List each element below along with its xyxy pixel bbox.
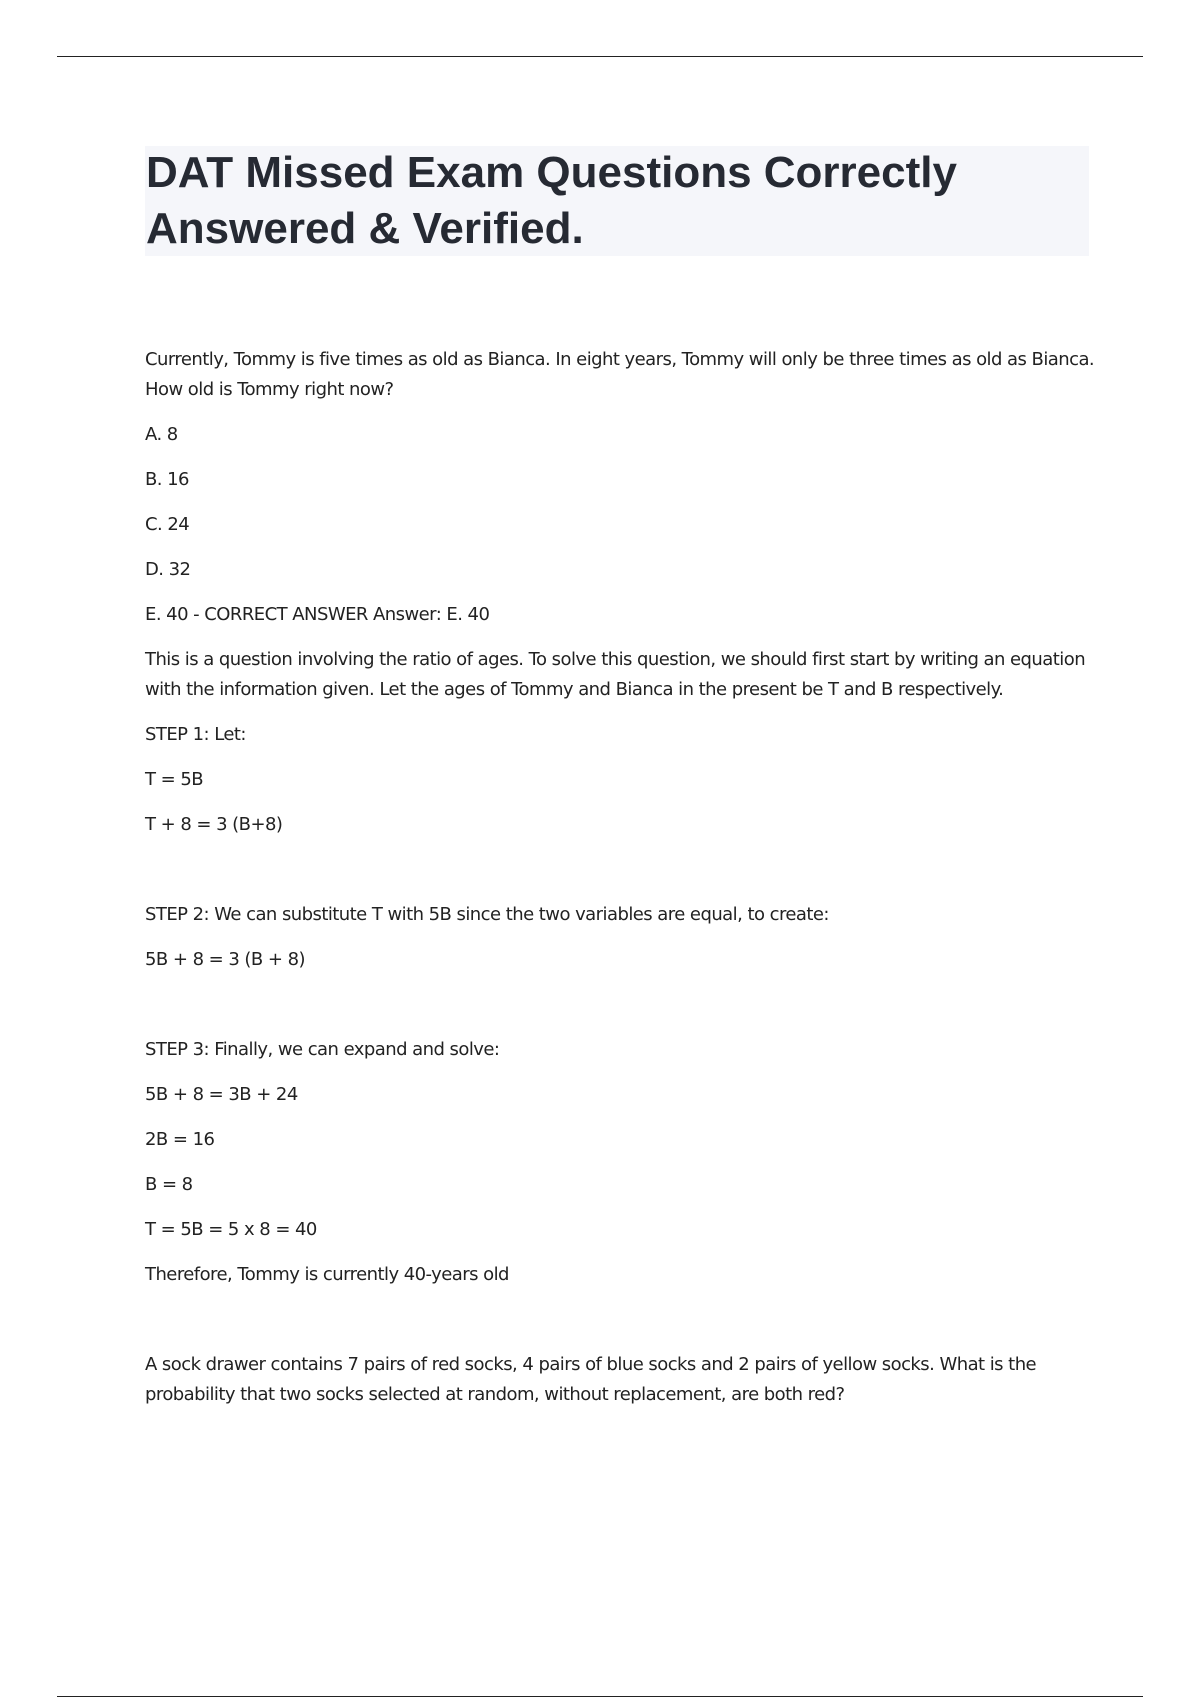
option-c: C. 24	[145, 514, 190, 535]
equation-line: 5B + 8 = 3B + 24	[145, 1084, 298, 1105]
option-e-answer: E. 40 - CORRECT ANSWER Answer: E. 40	[145, 604, 490, 625]
equation-line: 2B = 16	[145, 1129, 215, 1150]
document-body	[145, 345, 1095, 1425]
step-3-heading: STEP 3: Finally, we can expand and solve:	[145, 1039, 500, 1060]
document-title: DAT Missed Exam Questions Correctly Answered & Verified.	[146, 148, 957, 253]
equation-line: B = 8	[145, 1174, 193, 1195]
explanation-intro: This is a question involving the ratio of ages. To solve this question, we should first start by writing an equation with the information given. Let the ages of Tommy and Bianca in the present be T and B respectively.	[145, 649, 1086, 700]
step-2-heading: STEP 2: We can substitute T with 5B since the two variables are equal, to create:	[145, 904, 829, 925]
equation-line: T + 8 = 3 (B+8)	[145, 814, 283, 835]
option-a: A. 8	[145, 424, 178, 445]
option-d: D. 32	[145, 559, 191, 580]
question-1-text: Currently, Tommy is five times as old as Bianca. In eight years, Tommy will only be three times as old as Bianca. How old is Tommy right now?	[145, 349, 1095, 400]
question-2-text: A sock drawer contains 7 pairs of red socks, 4 pairs of blue socks and 2 pairs of yellow socks. What is the probability that two socks selected at random, without replacement, are both red?	[145, 1354, 1037, 1405]
equation-line: T = 5B	[145, 769, 204, 790]
header-rule	[57, 56, 1143, 57]
option-b: B. 16	[145, 469, 189, 490]
equation-line: T = 5B = 5 x 8 = 40	[145, 1219, 317, 1240]
footer-rule	[57, 1696, 1143, 1697]
step-1-heading: STEP 1: Let:	[145, 724, 246, 745]
conclusion: Therefore, Tommy is currently 40-years old	[145, 1264, 509, 1285]
equation-line: 5B + 8 = 3 (B + 8)	[145, 949, 305, 970]
